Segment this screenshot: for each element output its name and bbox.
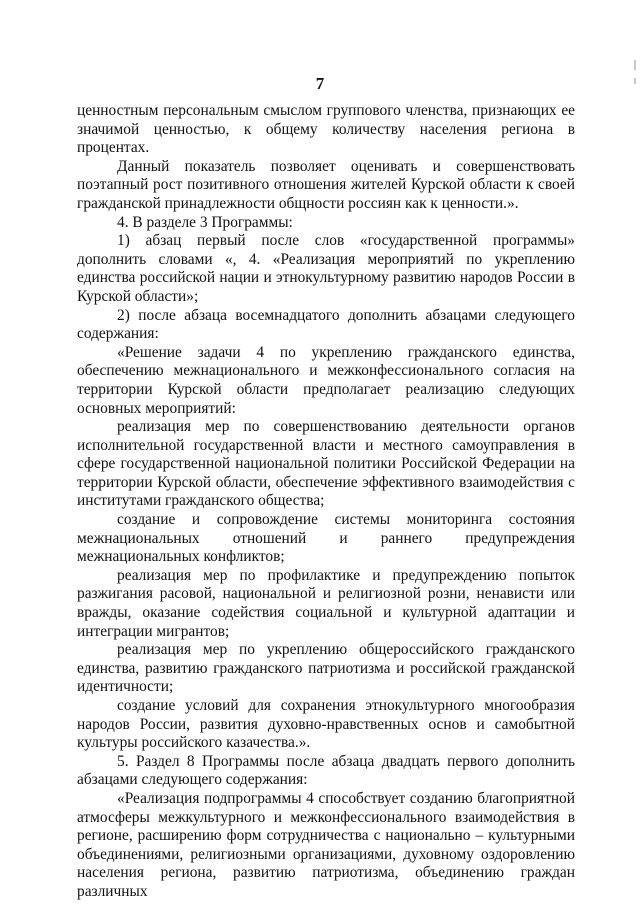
paragraph: ценностным персональным смыслом группового членства, признающих ее значимой ценностью, к общему количеству населения региона в процентах. (77, 102, 575, 157)
paragraph: реализация мер по совершенствованию деятельности органов исполнительной государственной власти и местного самоуправления в сфере государственной национальной политики Российской Федерации на территории Курской области, обеспечение эффективного взаимодействия с институтами гражданского общества; (77, 418, 575, 510)
paragraph: «Реализация подпрограммы 4 способствует созданию благоприятной атмосферы межкультурного и межконфессионального взаимодействия в регионе, расширению форм сотрудничества с национально – культурными объединениями, религиозными организациями, духовному оздоровлению населения региона, развитию патриотизма, объединению граждан различных (77, 789, 575, 900)
paragraph: реализация мер по укреплению общероссийского гражданского единства, развитию гражданского патриотизма и российской гражданской идентичности; (77, 641, 575, 696)
paragraph: Данный показатель позволяет оценивать и совершенствовать поэтапный рост позитивного отношения жителей Курской области к своей гражданской принадлежности общности россиян как к ценности.». (77, 157, 575, 212)
body-text (77, 102, 575, 902)
scan-edge-mark (634, 78, 636, 84)
paragraph: реализация мер по профилактике и предупреждению попыток разжигания расовой, национальной и религиозной розни, ненависти или вражды, оказание содействия социальной и культурной адаптации и интеграции мигрантов; (77, 566, 575, 640)
paragraph: «Решение задачи 4 по укреплению гражданского единства, обеспечению межнационального и межконфессионального согласия на территории Курской области предполагает реализацию следующих основных мероприятий: (77, 343, 575, 417)
paragraph: 4. В разделе 3 Программы: (117, 213, 293, 231)
paragraph: 5. Раздел 8 Программы после абзаца двадцать первого дополнить абзацами следующего содержания: (77, 752, 575, 789)
paragraph: создание и сопровождение системы мониторинга состояния межнациональных отношений и раннего предупреждения межнациональных конфликтов; (77, 511, 575, 566)
paragraph: 1) абзац первый после слов «государственной программы» дополнить словами «, 4. «Реализация мероприятий по укреплению единства российской нации и этнокультурному развитию народов России в Курской области»; (77, 232, 575, 305)
paragraph: создание условий для сохранения этнокультурного многообразия народов России, развития духовно-нравственных основ и самобытной культуры российского казачества.». (77, 697, 575, 752)
scan-edge-mark (634, 60, 636, 70)
page-number: 7 (315, 74, 325, 93)
paragraph: 2) после абзаца восемнадцатого дополнить абзацами следующего содержания: (77, 306, 575, 343)
